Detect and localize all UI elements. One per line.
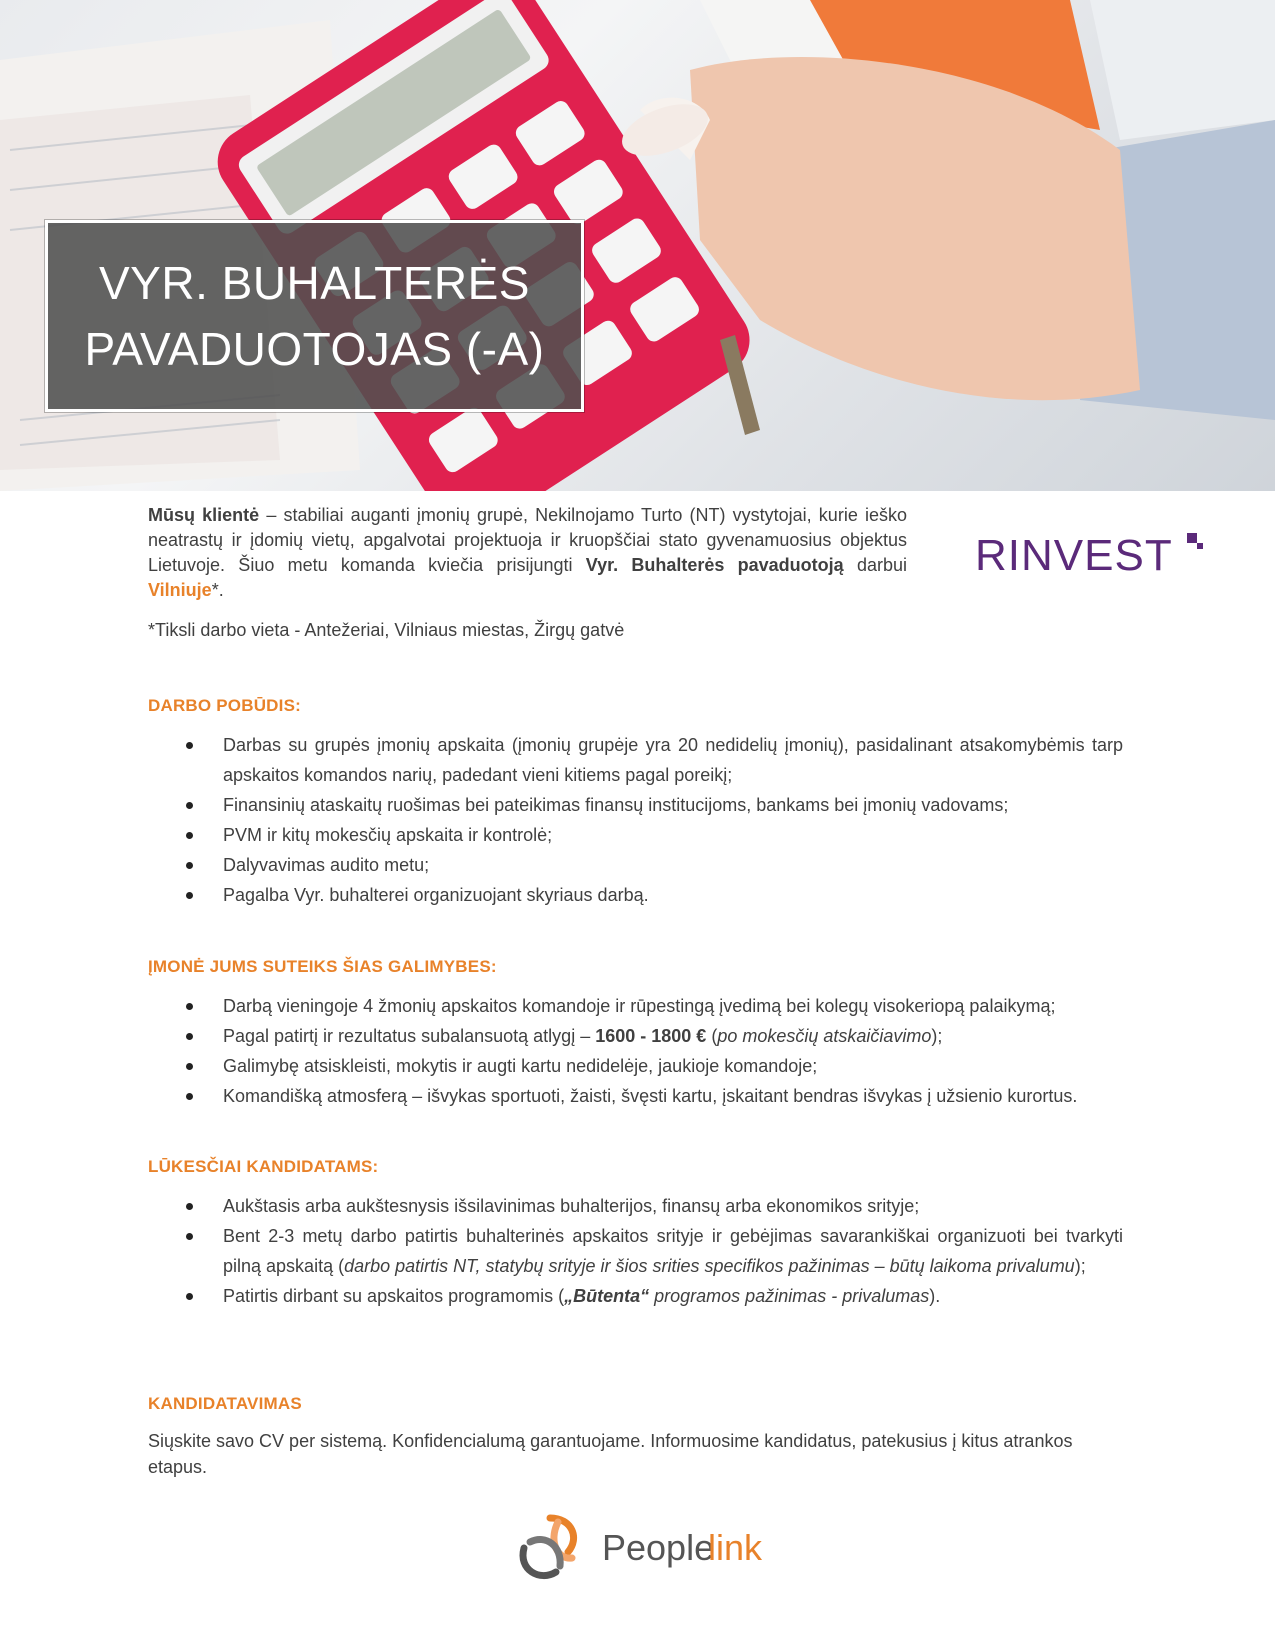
job-title-box — [45, 220, 584, 412]
list-item: Galimybę atsiskleisti, mokytis ir augti kartu nedidelėje, jaukioje komandoje; — [148, 1051, 1123, 1081]
intro-text-2: darbui — [843, 555, 907, 575]
peoplelink-part2: link — [708, 1527, 763, 1568]
salary-note: po mokesčių atskaičiavimo — [717, 1026, 932, 1046]
software-note: programos pažinimas - privalumas — [649, 1286, 930, 1306]
list-item: Dalyvavimas audito metu; — [148, 850, 1123, 880]
intro-paragraph — [148, 503, 907, 603]
software-name: „Būtenta“ — [564, 1286, 650, 1306]
list-item — [148, 1021, 1123, 1051]
list-item: Pagalba Vyr. buhalterei organizuojant skyriaus darbą. — [148, 880, 1123, 910]
salary-paren: ( — [706, 1026, 718, 1046]
experience-text: Bent 2-3 metų darbo patirtis buhalterinės apskaitos srityje ir gebėjimas savarankiškai organizuoti bei tvarkyti pilną apskaitą ( — [223, 1226, 1123, 1276]
list-item: Finansinių ataskaitų ruošimas bei pateikimas finansų institucijoms, bankams bei įmonių vadovams; — [148, 790, 1123, 820]
city-name: Vilniuje — [148, 580, 212, 600]
list-item — [148, 1281, 1123, 1311]
list-item: Darbas su grupės įmonių apskaita (įmonių grupėje yra 20 nedidelių įmonių), pasidalinant atsakomybėmis tarp apskaitos komandos narių, padedant vieni kitiems pagal poreikį; — [148, 730, 1123, 790]
section-heading-offer: ĮMONĖ JUMS SUTEIKS ŠIAS GALIMYBES: — [148, 957, 497, 976]
intro-end: *. — [211, 580, 224, 600]
location-note: *Tiksli darbo vieta - Antežeriai, Vilniaus miestas, Žirgų gatvė — [148, 620, 625, 640]
intro-text: – stabiliai auganti įmonių grupė, Nekilnojamo Turto (NT) vystytojai, kurie ieško neatrastų ir įdomių vietų, apgalvotai projektuoja ir kruopščiai stato gyvenamuosius objektus Lietuvoje. Šiuo metu komanda kviečia prisijungti — [148, 505, 907, 575]
list-item: Aukštasis arba aukštesnysis išsilavinimas buhalterijos, finansų arba ekonomikos srityje; — [148, 1191, 1123, 1221]
apply-text: Siųskite savo CV per sistemą. Konfidencialumą garantuojame. Informuosime kandidatus, patekusius į kitus atrankos etapus. — [148, 1431, 1073, 1477]
client-label: Mūsų klientė — [148, 505, 260, 525]
work-list — [148, 730, 1123, 910]
salary-range: 1600 - 1800 € — [595, 1026, 707, 1046]
section-heading-work: DARBO POBŪDIS: — [148, 696, 301, 715]
rinvest-logo-text: RINVEST — [975, 531, 1173, 580]
position-name: Vyr. Buhalterės pavaduotoją — [585, 555, 844, 575]
list-item: Darbą vieningoje 4 žmonių apskaitos komandoje ir rūpestingą įvedimą bei kolegų visokeriopą palaikymą; — [148, 991, 1123, 1021]
software-text: Patirtis dirbant su apskaitos programomis ( — [223, 1286, 565, 1306]
section-heading-expectations: LŪKESČIAI KANDIDATAMS: — [148, 1157, 379, 1176]
salary-label: Pagal patirtį ir rezultatus subalansuotą atlygį – — [223, 1026, 596, 1046]
offer-list — [148, 991, 1123, 1111]
expectations-list — [148, 1191, 1123, 1311]
experience-note: darbo patirtis NT, statybų srityje ir šios srities specifikos pažinimas – būtų laikoma privalumu — [344, 1256, 1075, 1276]
experience-end: ); — [1074, 1256, 1086, 1276]
section-heading-apply: KANDIDATAVIMAS — [148, 1394, 302, 1413]
salary-end: ); — [931, 1026, 943, 1046]
list-item: PVM ir kitų mokesčių apskaita ir kontrolė; — [148, 820, 1123, 850]
peoplelink-logo — [510, 1508, 770, 1588]
hero-image — [0, 0, 1275, 491]
list-item — [148, 1221, 1123, 1281]
job-title-line1: VYR. BUHALTERĖS — [99, 257, 530, 309]
job-title-line2: PAVADUOTOJAS (-A) — [84, 323, 545, 375]
list-item: Komandišką atmosferą – išvykas sportuoti, žaisti, švęsti kartu, įskaitant bendras išvykas į užsienio kurortus. — [148, 1081, 1123, 1111]
peoplelink-part1: People — [602, 1527, 715, 1568]
software-end: ). — [929, 1286, 941, 1306]
rinvest-logo — [975, 530, 1205, 582]
